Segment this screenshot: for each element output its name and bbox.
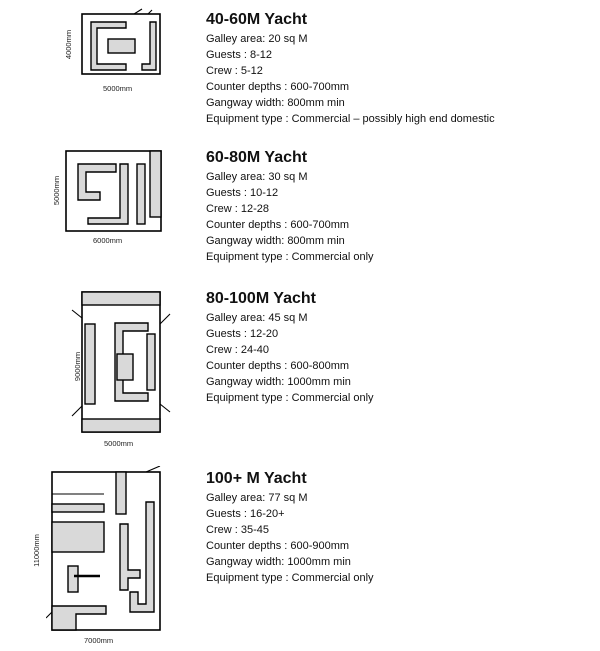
equipment-type-text: Equipment type : Commercial – possibly high end domestic [206, 113, 495, 125]
yacht-title: 80-100M Yacht [206, 290, 316, 307]
crew-text: Crew : 12-28 [206, 203, 269, 215]
equipment-type-text: Equipment type : Commercial only [206, 392, 374, 404]
plan-height-label: 9000mm [73, 351, 83, 382]
plan-width-label: 5000mm [103, 84, 133, 93]
spec-80-100m [206, 289, 374, 406]
galley-plan-80-100m [68, 288, 178, 438]
galley-area-text: Galley area: 45 sq M [206, 312, 308, 324]
guests-text: Guests : 12-20 [206, 328, 279, 340]
galley-area-text: Galley area: 77 sq M [206, 492, 308, 504]
plan-width-label: 6000mm [93, 236, 123, 245]
counter-depths-text: Counter depths : 600-700mm [206, 219, 350, 231]
counter-depths-text: Counter depths : 600-800mm [206, 360, 350, 372]
gangway-width-text: Gangway width: 1000mm min [206, 376, 351, 388]
plan-width-label: 7000mm [84, 636, 114, 645]
yacht-title: 100+ M Yacht [206, 470, 307, 487]
counter-depths-text: Counter depths : 600-900mm [206, 540, 350, 552]
spec-100-plus-m [206, 469, 374, 586]
crew-text: Crew : 24-40 [206, 344, 269, 356]
guests-text: Guests : 16-20+ [206, 508, 285, 520]
crew-text: Crew : 5-12 [206, 65, 263, 77]
crew-text: Crew : 35-45 [206, 524, 269, 536]
spec-60-80m [206, 148, 374, 265]
galley-area-text: Galley area: 20 sq M [206, 33, 308, 45]
gangway-width-text: Gangway width: 800mm min [206, 235, 345, 247]
spec-40-60m [206, 10, 495, 127]
galley-area-text: Galley area: 30 sq M [206, 171, 308, 183]
galley-plan-100-plus-m [46, 466, 171, 636]
guests-text: Guests : 8-12 [206, 49, 273, 61]
galley-plan-40-60m [70, 8, 170, 78]
plan-height-label: 4000mm [64, 29, 74, 60]
galley-plan-60-80m [58, 146, 168, 238]
plan-height-label: 11000mm [31, 534, 41, 567]
guests-text: Guests : 10-12 [206, 187, 279, 199]
plan-width-label: 5000mm [104, 439, 134, 448]
plan-height-label: 5000mm [52, 175, 62, 206]
gangway-width-text: Gangway width: 1000mm min [206, 556, 351, 568]
equipment-type-text: Equipment type : Commercial only [206, 251, 374, 263]
yacht-title: 40-60M Yacht [206, 11, 308, 28]
gangway-width-text: Gangway width: 800mm min [206, 97, 345, 109]
counter-depths-text: Counter depths : 600-700mm [206, 81, 350, 93]
equipment-type-text: Equipment type : Commercial only [206, 572, 374, 584]
yacht-title: 60-80M Yacht [206, 149, 308, 166]
